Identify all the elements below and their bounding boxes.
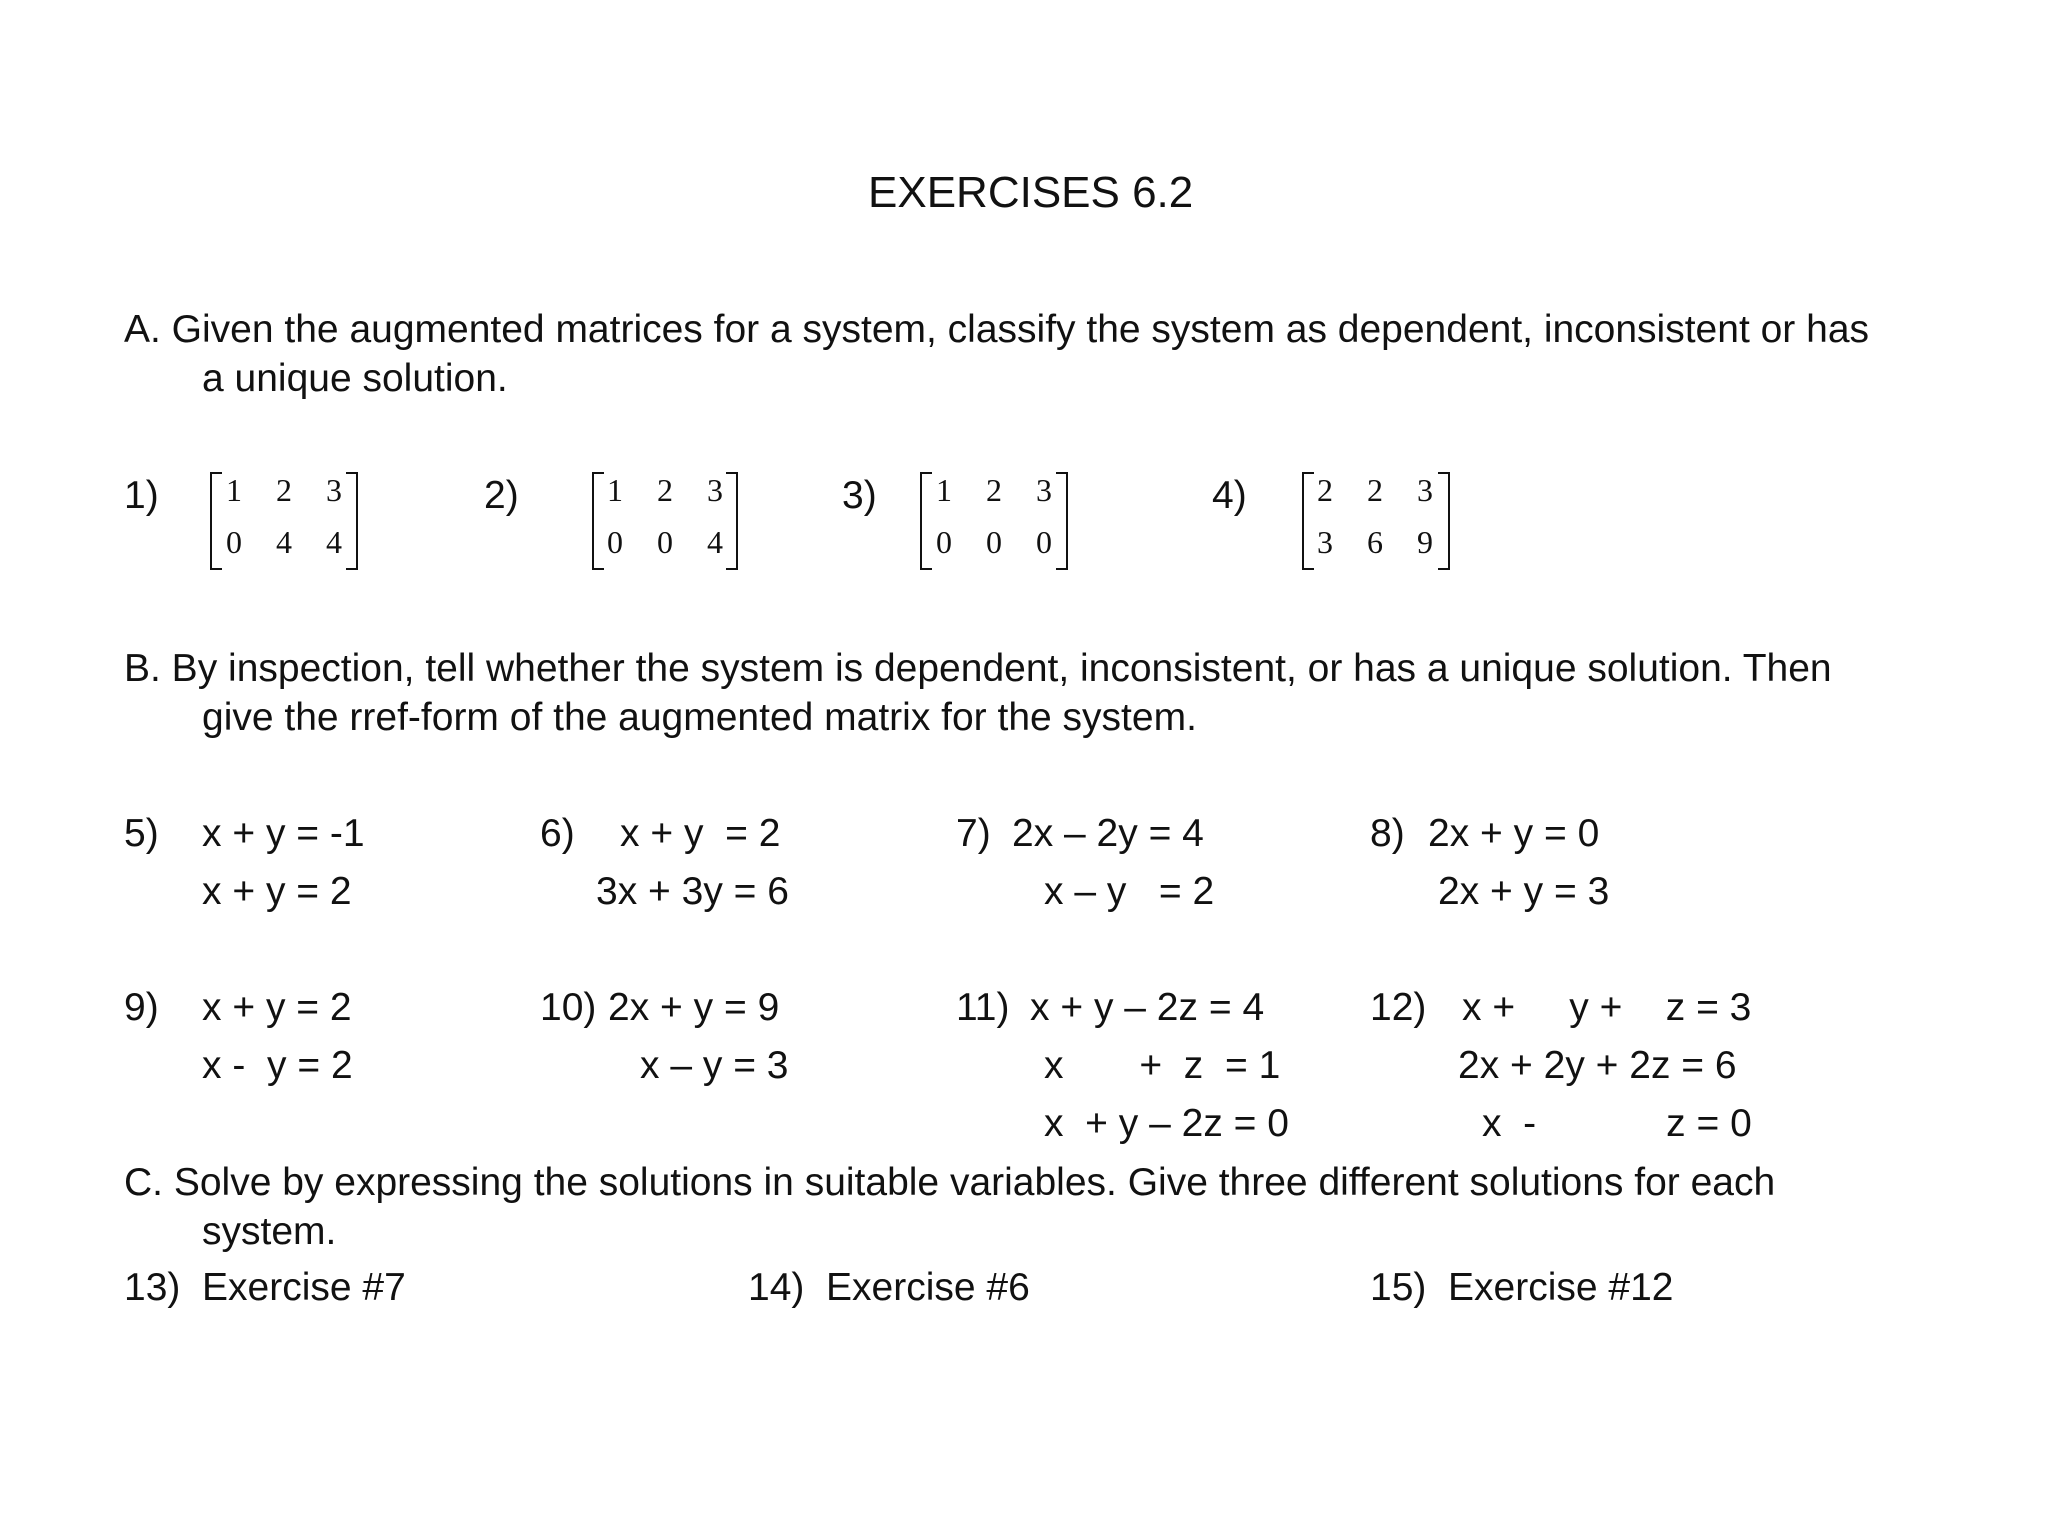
section-c-instruction-cont: system. xyxy=(202,1210,337,1253)
exercise-6-eq-1: x + y = 2 xyxy=(620,812,781,855)
exercise-11-eq-1: x + y – 2z = 4 xyxy=(1030,986,1265,1029)
section-a-instruction: A. Given the augmented matrices for a system, classify the system as dependent, inconsistent or has xyxy=(124,308,1870,351)
exercise-4-label: 4) xyxy=(1212,474,1247,517)
exercise-12-eq-2: 2x + 2y + 2z = 6 xyxy=(1458,1044,1737,1087)
section-b-instruction: B. By inspection, tell whether the system is dependent, inconsistent, or has a unique solution. Then xyxy=(124,647,1832,690)
section-c-instruction: C. Solve by expressing the solutions in suitable variables. Give three different solutions for each xyxy=(124,1161,1776,1204)
exercise-5-label: 5) xyxy=(124,812,159,855)
exercise-14: 14) Exercise #6 xyxy=(748,1266,1030,1309)
exercise-9-label: 9) xyxy=(124,986,159,1029)
matrix-4-row-2: 3 6 9 xyxy=(1317,524,1433,560)
exercise-10-label: 10) xyxy=(540,986,597,1029)
matrix-1-row-1: 1 2 3 xyxy=(226,472,342,508)
section-a-instruction-cont: a unique solution. xyxy=(202,357,508,400)
exercise-1-label: 1) xyxy=(124,474,159,517)
matrix-1-row-2: 0 4 4 xyxy=(226,524,342,560)
exercise-5-eq-1: x + y = -1 xyxy=(202,812,365,855)
page-title: EXERCISES 6.2 xyxy=(868,168,1194,217)
exercise-12-eq-1: x + y + z = 3 xyxy=(1462,986,1752,1029)
matrix-2-row-1: 1 2 3 xyxy=(607,472,723,508)
exercise-8-eq-2: 2x + y = 3 xyxy=(1438,870,1610,913)
matrix-3-row-2: 0 0 0 xyxy=(936,524,1052,560)
matrix-3-row-1: 1 2 3 xyxy=(936,472,1052,508)
exercise-11-label: 11) xyxy=(956,986,1010,1029)
exercise-6-eq-2: 3x + 3y = 6 xyxy=(596,870,789,913)
exercise-12-eq-3: x - z = 0 xyxy=(1482,1102,1752,1145)
exercise-7-eq-1: 2x – 2y = 4 xyxy=(1012,812,1204,855)
exercise-5-eq-2: x + y = 2 xyxy=(202,870,352,913)
exercise-3-label: 3) xyxy=(842,474,877,517)
exercise-10-eq-1: 2x + y = 9 xyxy=(608,986,780,1029)
exercise-12-label: 12) xyxy=(1370,986,1427,1029)
exercise-13: 13) Exercise #7 xyxy=(124,1266,406,1309)
exercise-11-eq-3: x + y – 2z = 0 xyxy=(1044,1102,1289,1145)
matrix-4-row-1: 2 2 3 xyxy=(1317,472,1433,508)
matrix-2-row-2: 0 0 4 xyxy=(607,524,723,560)
exercise-9-eq-2: x - y = 2 xyxy=(202,1044,353,1087)
exercise-7-eq-2: x – y = 2 xyxy=(1044,870,1215,913)
exercise-8-eq-1: 2x + y = 0 xyxy=(1428,812,1600,855)
exercise-15: 15) Exercise #12 xyxy=(1370,1266,1674,1309)
exercise-2-label: 2) xyxy=(484,474,519,517)
exercise-6-label: 6) xyxy=(540,812,575,855)
exercise-9-eq-1: x + y = 2 xyxy=(202,986,352,1029)
exercise-10-eq-2: x – y = 3 xyxy=(640,1044,789,1087)
exercise-7-label: 7) xyxy=(956,812,991,855)
exercise-8-label: 8) xyxy=(1370,812,1405,855)
section-b-instruction-cont: give the rref-form of the augmented matrix for the system. xyxy=(202,696,1197,739)
exercise-11-eq-2: x + z = 1 xyxy=(1044,1044,1281,1087)
